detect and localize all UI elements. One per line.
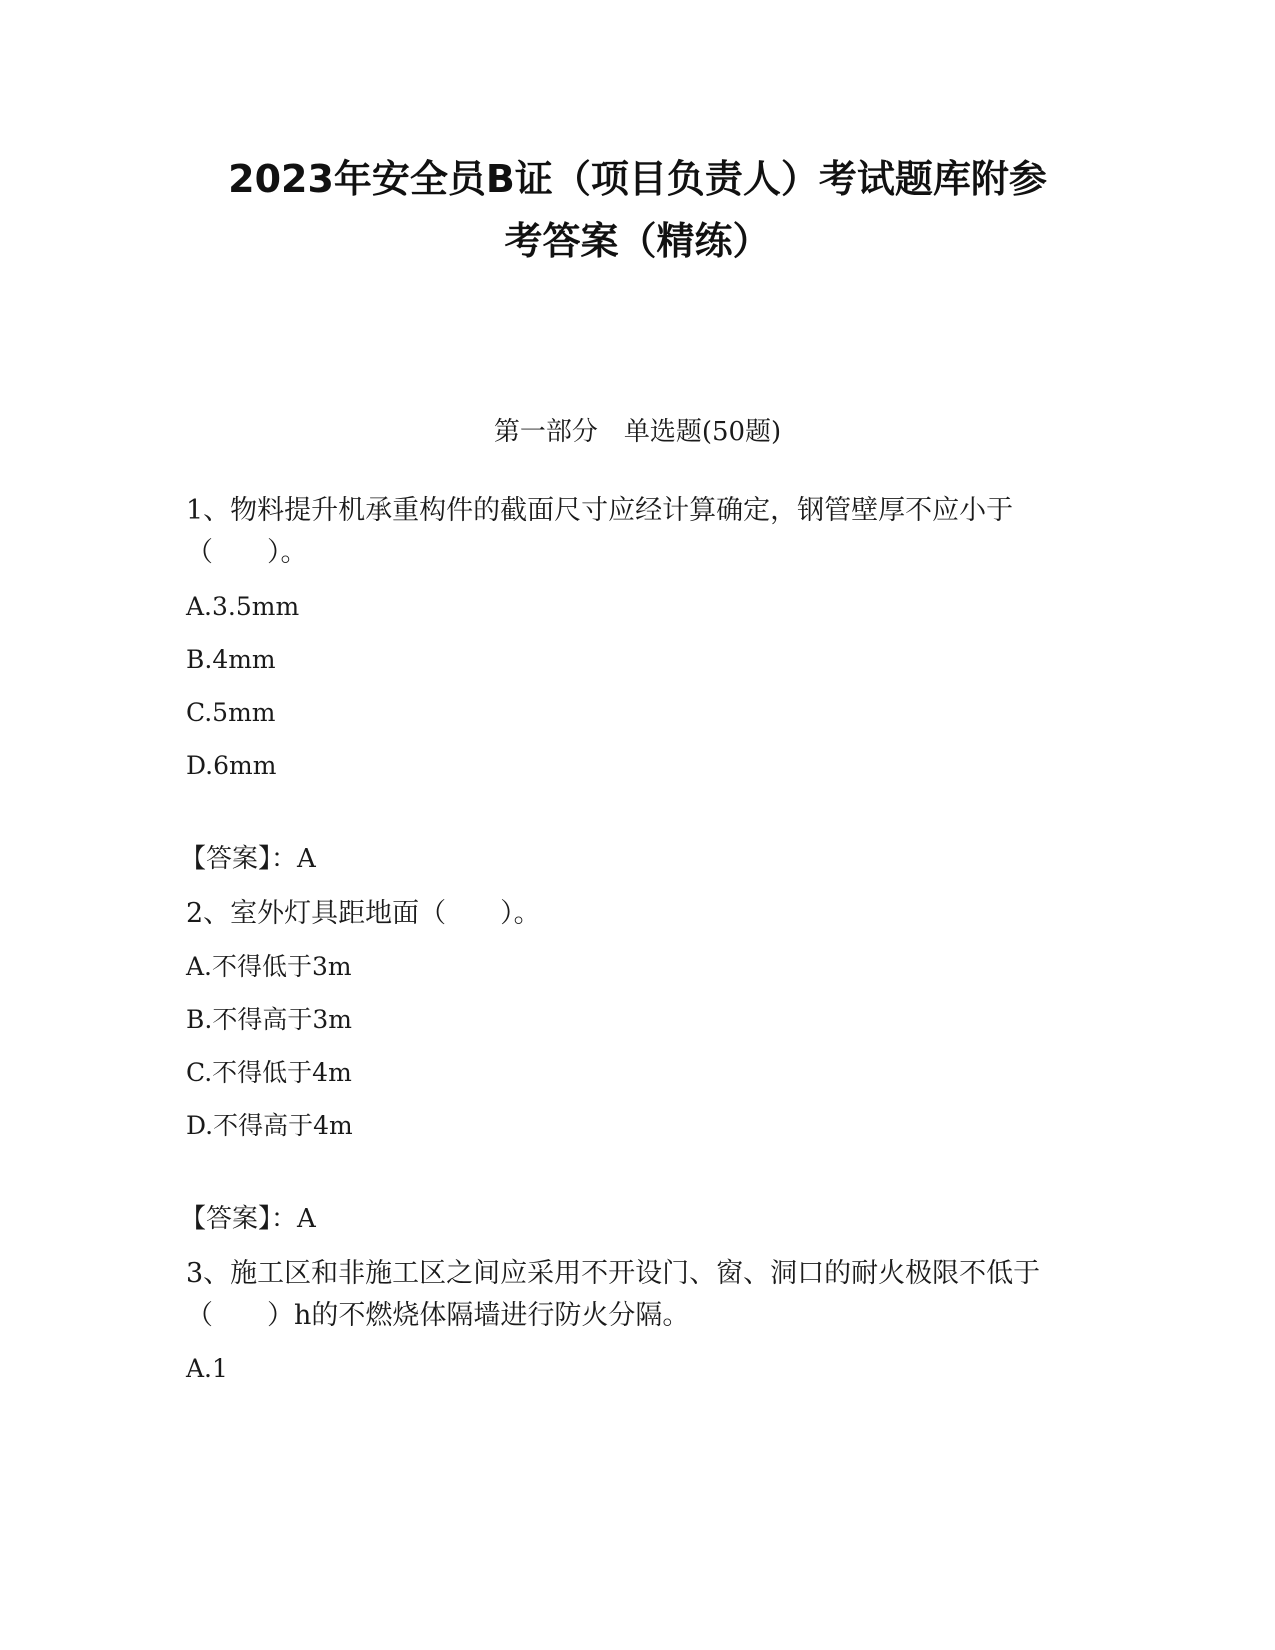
document-title	[160, 148, 1115, 272]
question-2-option-c: C.不得低于4m	[186, 1058, 352, 1087]
question-2-answer: 【答案】：A	[180, 1204, 316, 1234]
section-heading: 第一部分 单选题(50题)	[493, 417, 782, 447]
question-2-text: 2、室外灯具距地面（ ）。	[186, 898, 541, 929]
title-line-1: 2023年安全员B证（项目负责人）考试题库附参	[228, 157, 1047, 201]
question-2-option-b: B.不得高于3m	[186, 1005, 352, 1034]
question-3-text: 3、施工区和非施工区之间应采用不开设门、窗、洞口的耐火极限不低于（ ）h的不燃烧体隔墙进行防火分隔。	[186, 1258, 1041, 1331]
question-3-option-a: A.1	[186, 1354, 228, 1383]
question-1-option-a: A.3.5mm	[186, 592, 300, 621]
title-line-2: 考答案（精练）	[504, 219, 771, 263]
question-2-option-d: D.不得高于4m	[186, 1111, 353, 1140]
question-1-option-b: B.4mm	[186, 645, 276, 674]
question-1-text: 1、物料提升机承重构件的截面尺寸应经计算确定，钢管壁厚不应小于（ ）。	[186, 495, 1014, 568]
question-1-option-d: D.6mm	[186, 751, 277, 780]
question-1-answer: 【答案】：A	[180, 844, 316, 874]
question-2-option-a: A.不得低于3m	[186, 952, 352, 981]
question-1-option-c: C.5mm	[186, 698, 276, 727]
